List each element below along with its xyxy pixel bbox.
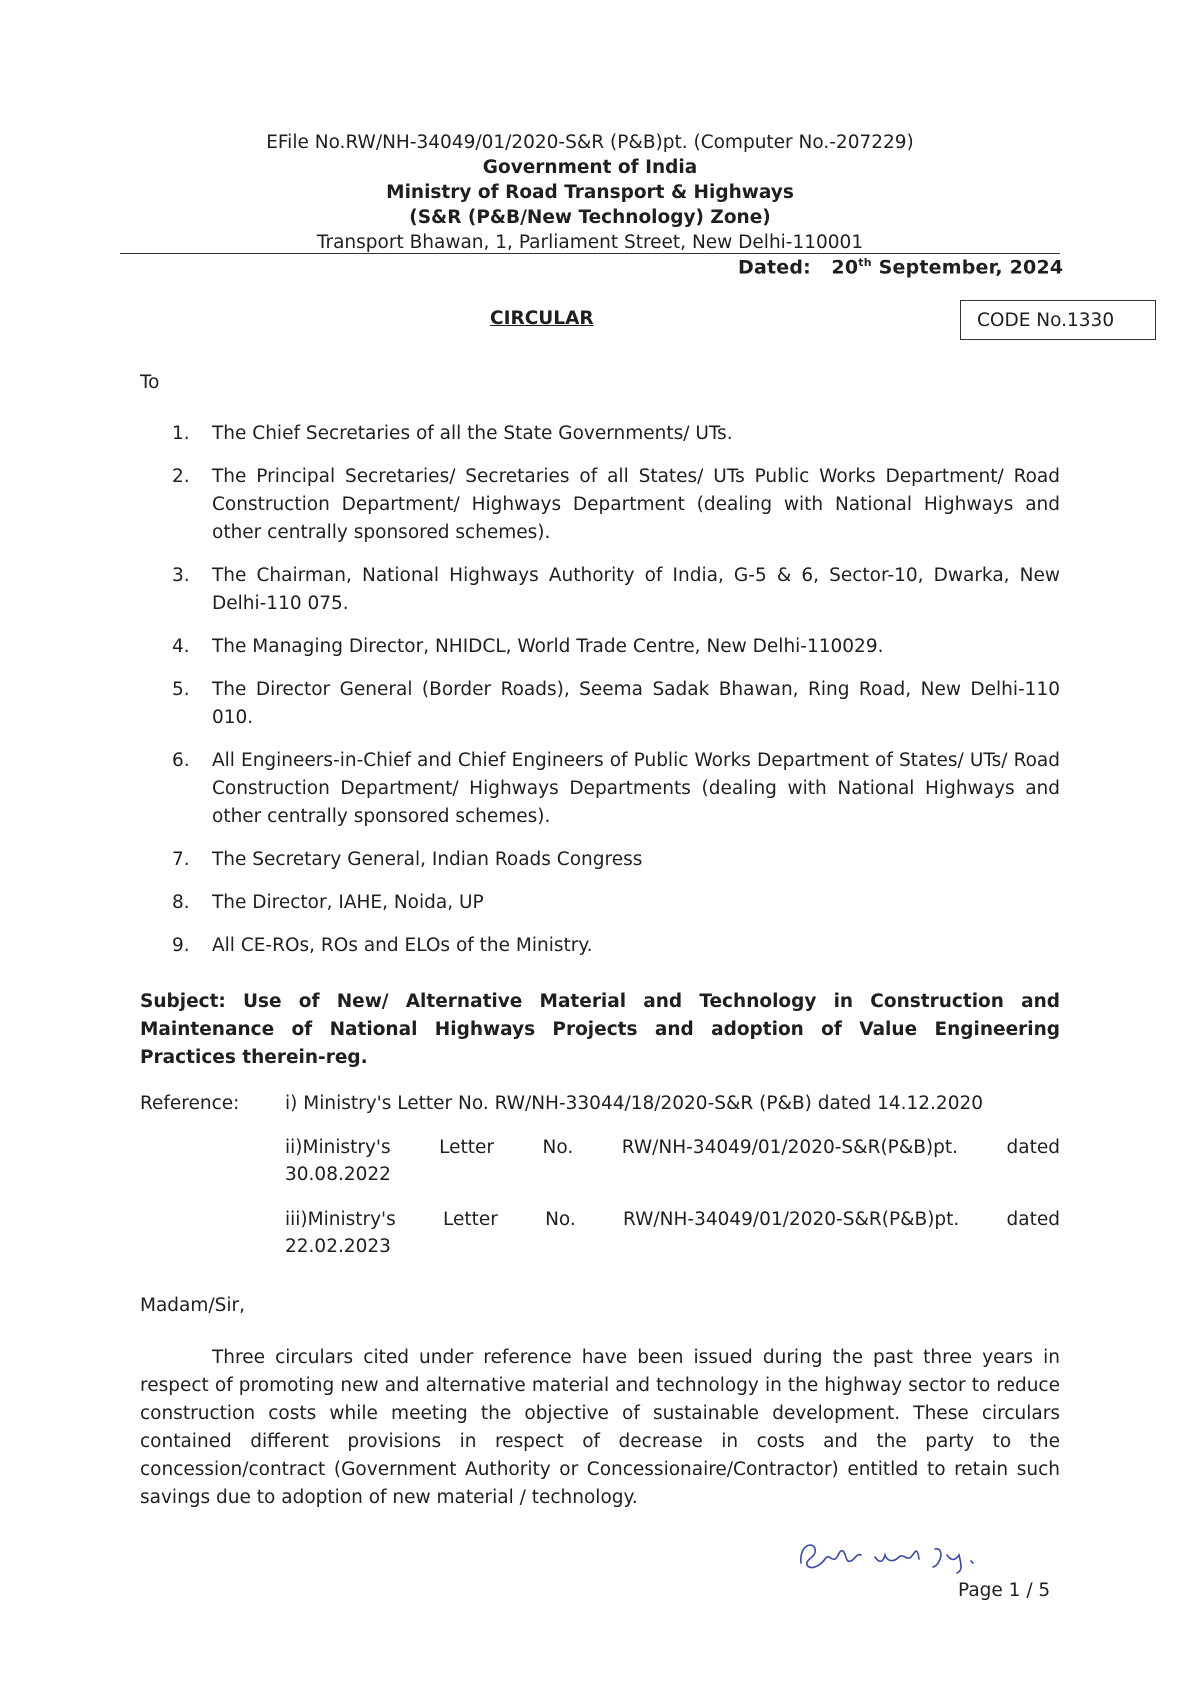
recipient-text: All CE-ROs, ROs and ELOs of the Ministry. bbox=[212, 935, 593, 956]
zone-name: (S&R (P&B/New Technology) Zone) bbox=[409, 207, 771, 228]
letterhead bbox=[120, 130, 1060, 255]
recipient-number: 4. bbox=[172, 636, 190, 657]
reference-item-3-line1: iii)Ministry's Letter No. RW/NH-34049/01/2020-S&R(P&B)pt. dated bbox=[285, 1209, 1060, 1230]
recipient-item bbox=[172, 889, 1060, 917]
recipient-item bbox=[172, 846, 1060, 874]
reference-item-3-line2: 22.02.2023 bbox=[285, 1236, 391, 1257]
recipient-number: 7. bbox=[172, 849, 190, 870]
reference-item-2-line2: 30.08.2022 bbox=[285, 1164, 391, 1185]
date-label: Dated: bbox=[738, 256, 811, 279]
body-paragraph: Three circulars cited under reference have been issued during the past three years in respect of promoting new and alternative material and technology in the highway sector to reduce construction costs while meeting the objective of sustainable development. These circulars contained different provisions in respect of decrease in costs and the party to the concession/contract (Government Authority or Concessionaire/Contractor) entitled to retain such savings due to adoption of new material / technology. bbox=[140, 1347, 1060, 1508]
recipient-number: 8. bbox=[172, 892, 190, 913]
recipient-text: The Chairman, National Highways Authority of India, G-5 & 6, Sector-10, Dwarka, New Delhi-110 075. bbox=[212, 565, 1060, 614]
recipient-number: 6. bbox=[172, 750, 190, 771]
page-number: Page 1 / 5 bbox=[958, 1580, 1051, 1601]
reference-item-3 bbox=[285, 1206, 1060, 1260]
date-line bbox=[738, 256, 1063, 278]
office-address: Transport Bhawan, 1, Parliament Street, New Delhi-110001 bbox=[316, 232, 864, 253]
recipient-number: 1. bbox=[172, 423, 190, 444]
ministry-name: Ministry of Road Transport & Highways bbox=[386, 182, 794, 203]
efile-number: EFile No.RW/NH-34049/01/2020-S&R (P&B)pt. (Computer No.-207229) bbox=[266, 132, 914, 153]
recipient-item bbox=[172, 463, 1060, 547]
date-suffix: th bbox=[858, 256, 872, 269]
reference-label: Reference: bbox=[140, 1093, 240, 1114]
recipient-item bbox=[172, 676, 1060, 732]
to-label: To bbox=[140, 372, 160, 393]
reference-item-1 bbox=[285, 1090, 1060, 1117]
recipient-item bbox=[172, 633, 1060, 661]
recipient-number: 3. bbox=[172, 565, 190, 586]
recipient-text: The Director General (Border Roads), Seema Sadak Bhawan, Ring Road, New Delhi-110 010. bbox=[212, 679, 1060, 728]
recipient-text: All Engineers-in-Chief and Chief Engineers of Public Works Department of States/ UTs/ Road Construction Department/ Highways Departments (dealing with National Highways and other centrally sponsored schemes). bbox=[212, 750, 1060, 827]
recipient-number: 5. bbox=[172, 679, 190, 700]
circular-title: CIRCULAR bbox=[490, 308, 594, 329]
recipient-text: The Director, IAHE, Noida, UP bbox=[212, 892, 484, 913]
date-rest: September, 2024 bbox=[878, 256, 1064, 279]
recipient-item bbox=[172, 932, 1060, 960]
recipient-item bbox=[172, 747, 1060, 831]
recipient-text: The Principal Secretaries/ Secretaries of all States/ UTs Public Works Department/ Road Construction Department/ Highways Department (dealing with National Highways and other centrally sponsored schemes). bbox=[212, 466, 1060, 543]
recipient-item bbox=[172, 420, 1060, 448]
recipient-number: 9. bbox=[172, 935, 190, 956]
recipient-text: The Secretary General, Indian Roads Congress bbox=[212, 849, 643, 870]
recipient-item bbox=[172, 562, 1060, 618]
government-name: Government of India bbox=[482, 157, 698, 178]
recipient-list bbox=[172, 420, 1060, 975]
reference-item-1-line1: i) Ministry's Letter No. RW/NH-33044/18/2020-S&R (P&B) dated 14.12.2020 bbox=[285, 1093, 984, 1114]
recipient-number: 2. bbox=[172, 466, 190, 487]
reference-item-2-line1: ii)Ministry's Letter No. RW/NH-34049/01/2020-S&R(P&B)pt. dated bbox=[285, 1137, 1060, 1158]
recipient-text: The Chief Secretaries of all the State Governments/ UTs. bbox=[212, 423, 733, 444]
recipient-text: The Managing Director, NHIDCL, World Trade Centre, New Delhi-110029. bbox=[212, 636, 884, 657]
code-number-box: CODE No.1330 bbox=[960, 300, 1156, 340]
handwritten-signature bbox=[795, 1535, 1025, 1575]
date-day: 20 bbox=[831, 256, 859, 279]
header-divider bbox=[120, 253, 1060, 254]
subject-line: Subject: Use of New/ Alternative Material and Technology in Construction and Maintenance of National Highways Projects and adoption of Value Engineering Practices therein-reg. bbox=[140, 991, 1060, 1068]
reference-item-2 bbox=[285, 1134, 1060, 1188]
salutation: Madam/Sir, bbox=[140, 1295, 246, 1316]
